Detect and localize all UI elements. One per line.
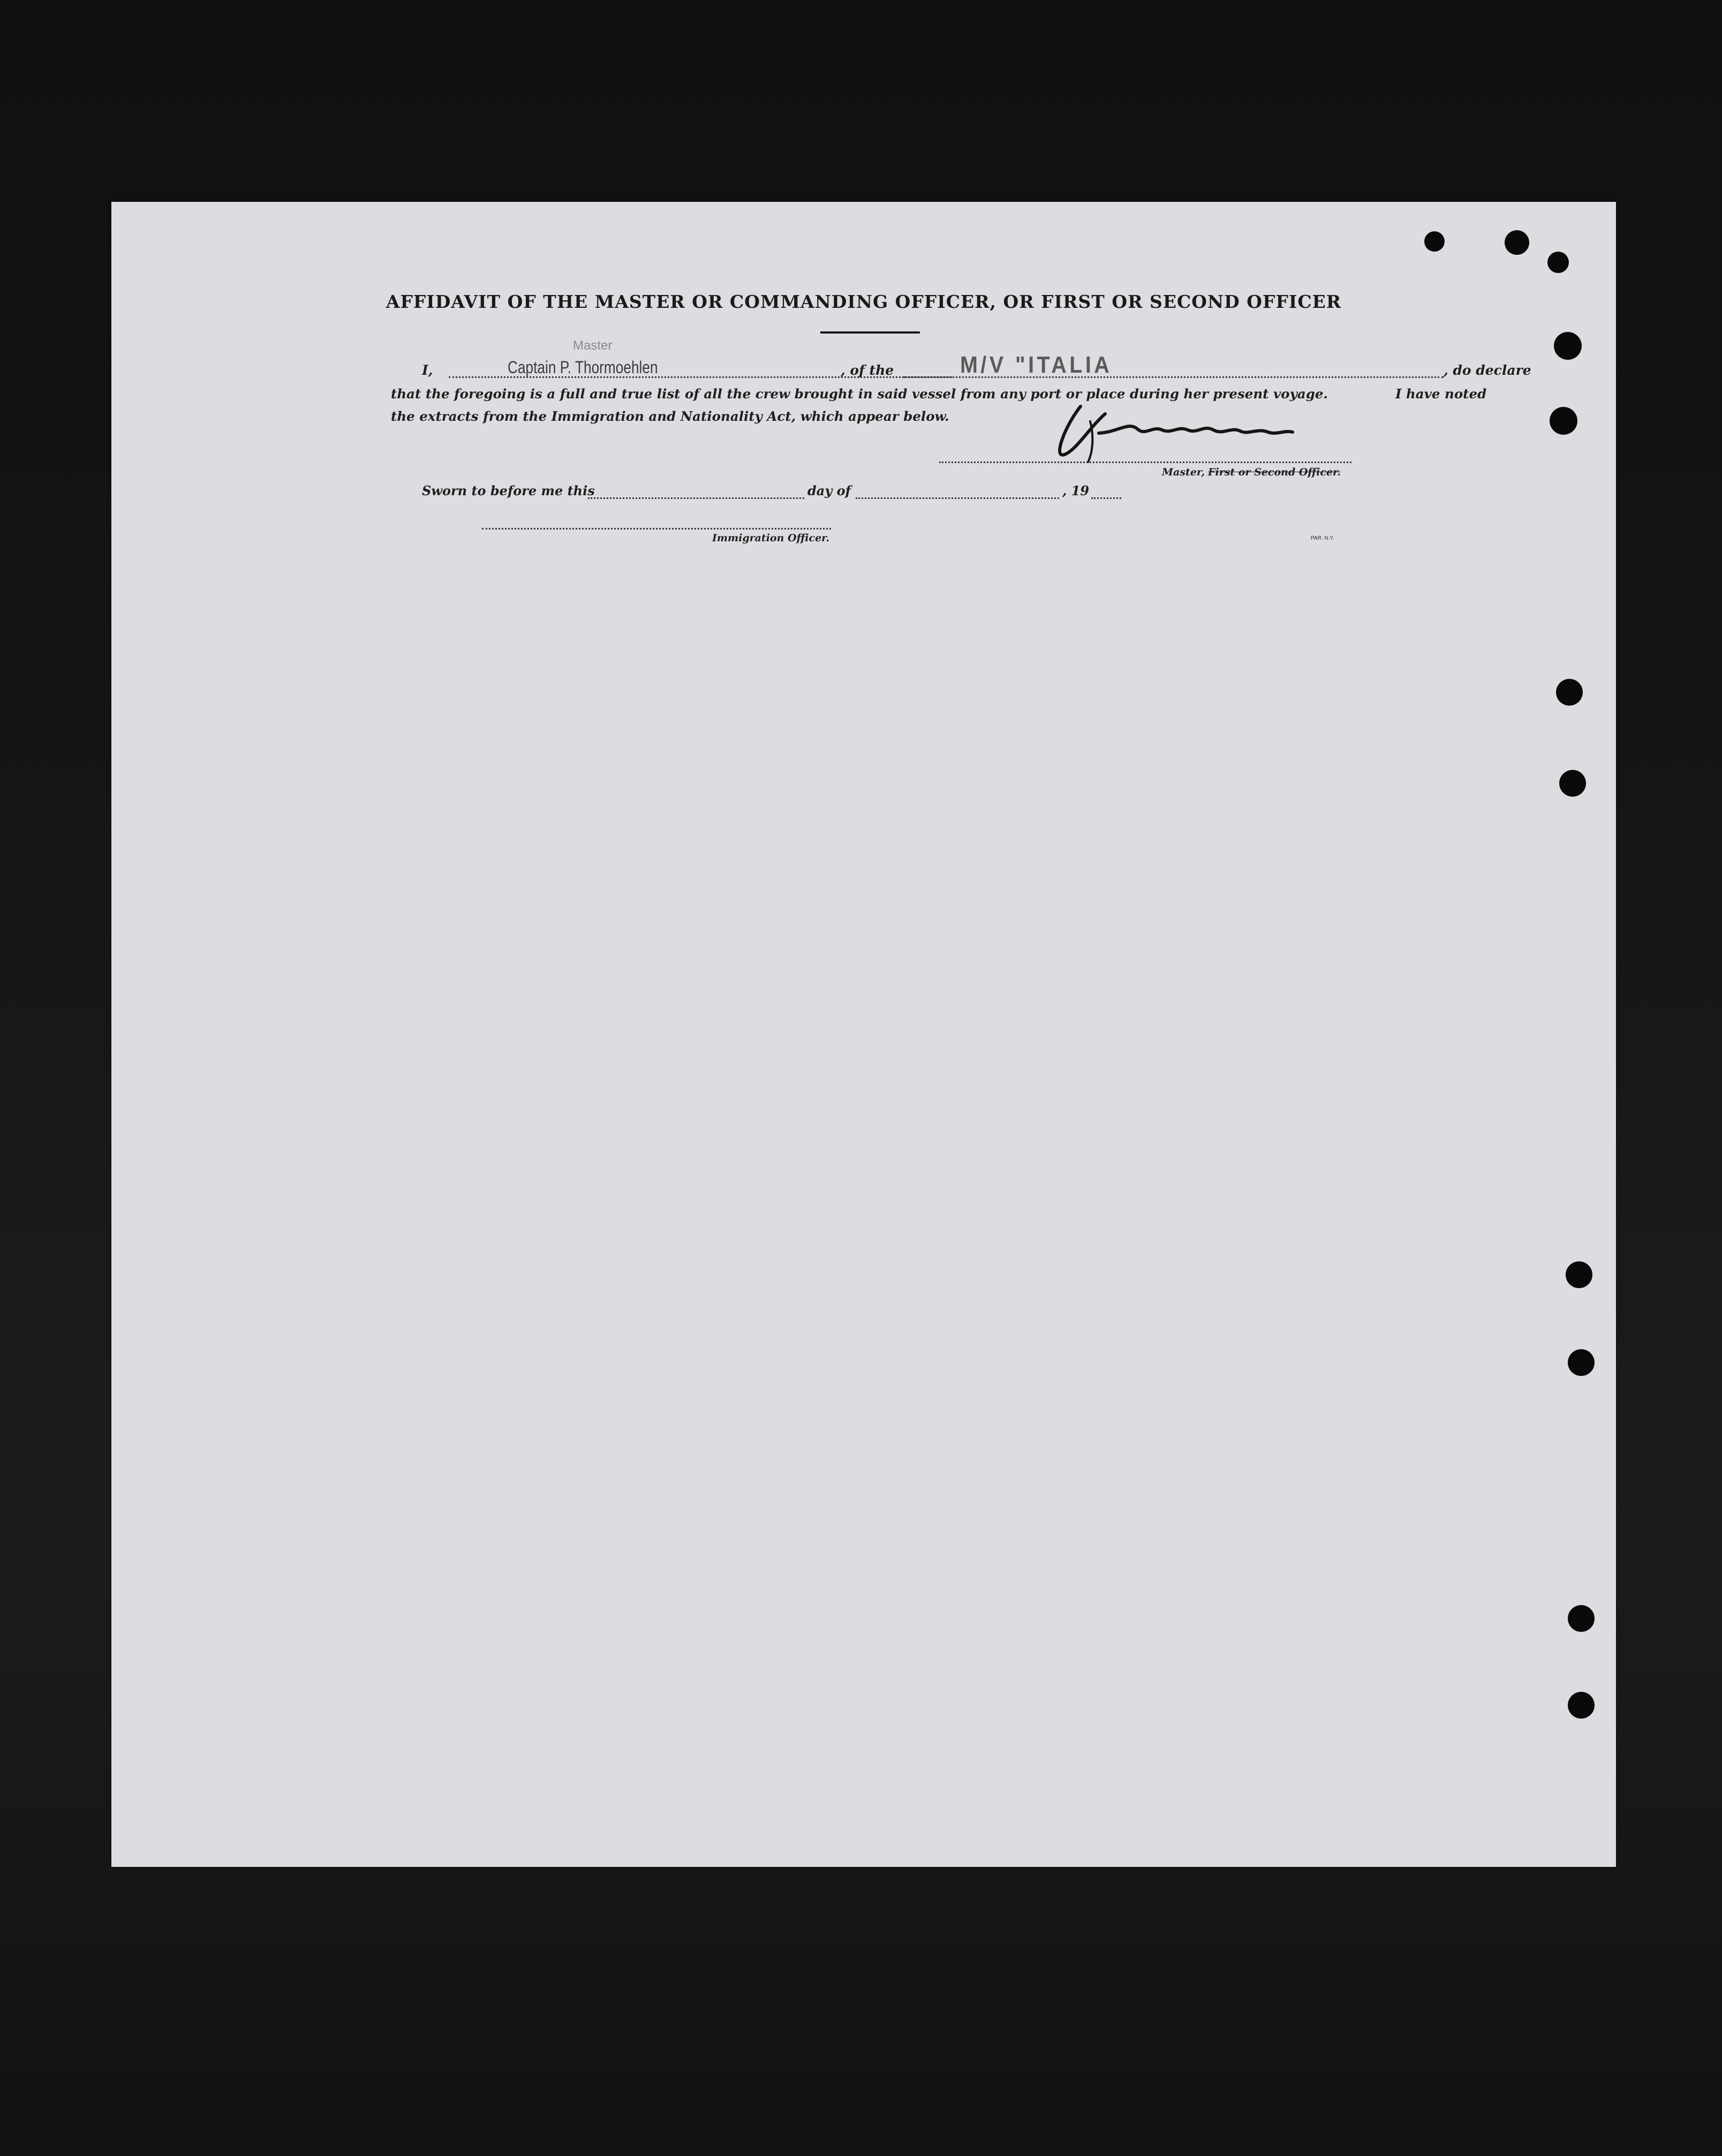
punch-hole <box>1424 231 1445 252</box>
master-rank-stamp: Master <box>573 338 613 353</box>
immigration-officer-caption: Immigration Officer. <box>712 532 830 544</box>
punch-hole <box>1547 252 1569 273</box>
punch-hole <box>1556 679 1583 706</box>
signature-lettering: Thormoehlen <box>1247 415 1253 417</box>
line1-prefix: I, <box>422 362 433 378</box>
vessel-name-typed: M/V "ITALIA <box>960 352 1113 378</box>
punch-hole <box>1566 1261 1592 1288</box>
document-page <box>111 202 1616 1867</box>
punch-hole <box>1568 1692 1595 1719</box>
punch-hole <box>1550 407 1577 435</box>
signature-line <box>939 462 1351 463</box>
signature-caption-struck: First or Second Officer. <box>1208 466 1341 478</box>
punch-hole <box>1568 1605 1595 1632</box>
line1-suffix: , do declare <box>1444 362 1531 378</box>
punch-hole <box>1568 1349 1595 1376</box>
immigration-officer-line <box>482 528 831 529</box>
sworn-day-of: day of <box>807 483 851 498</box>
punch-hole <box>1559 770 1586 797</box>
master-name-typed: Captain P. Thormoehlen <box>508 358 658 377</box>
form-code: PAR. N.Y. <box>1311 535 1334 541</box>
signature-caption-master: Master, <box>1162 466 1205 478</box>
master-signature <box>1043 395 1364 470</box>
title-underline <box>820 331 920 334</box>
declaration-line2: that the foregoing is a full and true list of all the crew brought in said vessel from any port or place during her present voyage. <box>391 386 1328 402</box>
declaration-line2-tail: I have noted <box>1395 386 1487 402</box>
declaration-line3: the extracts from the Immigration and Nationality Act, which appear below. <box>391 408 949 424</box>
sworn-year-field <box>1091 497 1121 499</box>
sworn-day-field <box>588 497 804 499</box>
punch-hole <box>1554 332 1582 360</box>
punch-hole <box>1505 230 1529 255</box>
affidavit-title: AFFIDAVIT OF THE MASTER OR COMMANDING OFFICER, OR FIRST OR SECOND OFFICER <box>386 291 1342 312</box>
line1-of-the: , of the <box>841 362 894 378</box>
sworn-month-field <box>856 497 1059 499</box>
sworn-year-prefix: , 19 <box>1062 483 1090 498</box>
sworn-prefix: Sworn to before me this <box>422 483 595 498</box>
